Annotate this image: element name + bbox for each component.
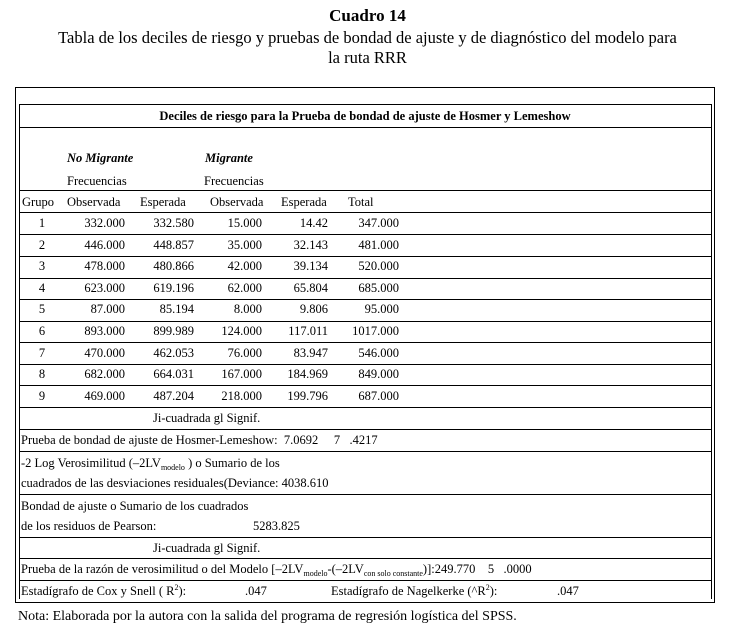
- rule: [19, 429, 711, 430]
- nag-label-a: Estadígrafo de Nagelkerke (^R: [331, 584, 486, 598]
- rule: [19, 385, 711, 386]
- rule: [19, 364, 711, 365]
- table-caption: Cuadro 14: [329, 6, 406, 25]
- table-cell: 117.011: [288, 324, 328, 338]
- table-cell-grupo: 3: [38, 259, 46, 273]
- table-cell: 682.000: [84, 367, 125, 381]
- hl-row: [21, 433, 378, 447]
- frecuencias-migrante: Frecuencias: [204, 174, 264, 188]
- table-cell-grupo: 5: [38, 302, 46, 316]
- log-subscript: modelo: [160, 463, 185, 472]
- table-cell: 87.000: [90, 302, 125, 316]
- likelihood-ratio-row: [21, 562, 532, 576]
- table-cell: 487.204: [153, 389, 194, 403]
- nag-superscript: 2: [485, 583, 490, 592]
- subtitle-line-1: Tabla de los deciles de riesgo y pruebas de bondad de ajuste y de diagnóstico del modelo para: [58, 28, 677, 47]
- hl-gl: 7: [333, 433, 341, 447]
- rule: [19, 127, 711, 128]
- group-migrante: Migrante: [205, 151, 253, 165]
- rule: [19, 451, 711, 452]
- table-cell: 218.000: [221, 389, 262, 403]
- cox-label-a: Estadígrafo de Cox y Snell ( R: [21, 584, 175, 598]
- table-cell: 83.947: [293, 346, 328, 360]
- lr-sig: .0000: [503, 562, 532, 576]
- cox-snell-value: .047: [245, 584, 267, 598]
- table-cell: 76.000: [227, 346, 262, 360]
- rule: [19, 190, 711, 191]
- table-cell: 546.000: [358, 346, 399, 360]
- rule: [19, 537, 711, 538]
- table-cell: 899.989: [153, 324, 194, 338]
- pearson-line-1: Bondad de ajuste o Sumario de los cuadrados: [21, 499, 249, 513]
- table-cell: 167.000: [221, 367, 262, 381]
- table-cell: 62.000: [227, 281, 262, 295]
- table-cell: 8.000: [233, 302, 262, 316]
- table-cell-grupo: 7: [38, 346, 46, 360]
- chi-header-2: Ji-cuadrada gl Signif.: [153, 541, 261, 555]
- table-cell: 685.000: [358, 281, 399, 295]
- table-cell: 9.806: [299, 302, 328, 316]
- log-label-b: ) o Sumario de los: [188, 456, 280, 470]
- table-cell: 85.194: [159, 302, 194, 316]
- rule: [19, 342, 711, 343]
- table-cell: 184.969: [287, 367, 328, 381]
- lr-subscript-2: con solo constante: [363, 569, 423, 578]
- table-cell: 446.000: [84, 238, 125, 252]
- table-cell-grupo: 8: [38, 367, 46, 381]
- table-cell: 42.000: [227, 259, 262, 273]
- table-cell: 35.000: [227, 238, 262, 252]
- table-header: Deciles de riesgo para la Prueba de bondad de ajuste de Hosmer y Lemeshow: [159, 109, 571, 123]
- table-cell: 14.42: [299, 216, 328, 230]
- hl-sig: .4217: [349, 433, 378, 447]
- table-cell: 462.053: [153, 346, 194, 360]
- column-header-grupo: Grupo: [22, 195, 54, 209]
- table-cell: 849.000: [358, 367, 399, 381]
- lr-subscript-1: modelo: [303, 569, 328, 578]
- column-header-observada-m: Observada: [210, 195, 264, 209]
- pearson-line-2: de los residuos de Pearson:: [21, 519, 157, 533]
- table-cell-grupo: 4: [38, 281, 46, 295]
- column-header-observada-nm: Observada: [67, 195, 121, 209]
- cox-label-b: ):: [178, 584, 187, 598]
- table-cell-grupo: 1: [38, 216, 46, 230]
- rule: [19, 234, 711, 235]
- footnote: Nota: Elaborada por la autora con la salida del programa de regresión logística del SPSS.: [18, 609, 517, 624]
- table-cell: 32.143: [293, 238, 328, 252]
- column-header-total: Total: [348, 195, 374, 209]
- table-cell: 1017.000: [352, 324, 399, 338]
- subtitle-line-2: la ruta RRR: [328, 48, 407, 67]
- table-cell: 124.000: [221, 324, 262, 338]
- hl-label: Prueba de bondad de ajuste de Hosmer-Lemeshow:: [21, 433, 278, 447]
- chi-header: Ji-cuadrada gl Signif.: [153, 411, 261, 425]
- hl-chi: 7.0692: [283, 433, 319, 447]
- rule: [19, 104, 20, 599]
- table-cell: 893.000: [84, 324, 125, 338]
- table-cell: 623.000: [84, 281, 125, 295]
- table-cell: 95.000: [364, 302, 399, 316]
- lr-label-b: -(–2LV: [327, 562, 364, 576]
- column-header-esperada-m: Esperada: [281, 195, 327, 209]
- rule: [19, 580, 711, 581]
- table-cell-grupo: 6: [38, 324, 46, 338]
- rule: [19, 256, 711, 257]
- table-cell: 347.000: [358, 216, 399, 230]
- table-cell: 448.857: [153, 238, 194, 252]
- lr-label-c: )]:249.770: [422, 562, 476, 576]
- table-cell: 480.866: [153, 259, 194, 273]
- rule: [711, 104, 712, 599]
- nagelkerke-label: [331, 584, 497, 598]
- log-label-a: -2 Log Verosimilitud (–2LV: [21, 456, 161, 470]
- rule: [19, 299, 711, 300]
- column-header-esperada-nm: Esperada: [140, 195, 186, 209]
- rule: [19, 212, 711, 213]
- table-subtitle: [0, 28, 735, 68]
- table-cell: 478.000: [84, 259, 125, 273]
- table-cell: 332.000: [84, 216, 125, 230]
- table-cell: 687.000: [358, 389, 399, 403]
- cox-snell-label: [21, 584, 186, 598]
- rule: [19, 321, 711, 322]
- table-cell: 469.000: [84, 389, 125, 403]
- cox-superscript: 2: [174, 583, 179, 592]
- frecuencias-no-migrante: Frecuencias: [67, 174, 127, 188]
- pearson-value: 5283.825: [253, 519, 300, 533]
- log-likelihood-line-2: cuadrados de las desviaciones residuales(Deviance: 4038.610: [21, 476, 329, 490]
- table-cell: 332.580: [153, 216, 194, 230]
- table-cell: 520.000: [358, 259, 399, 273]
- table-cell-grupo: 9: [38, 389, 46, 403]
- table-cell-grupo: 2: [38, 238, 46, 252]
- rule: [19, 104, 711, 105]
- table-cell: 65.804: [293, 281, 328, 295]
- lr-gl: 5: [487, 562, 495, 576]
- log-likelihood-line-1: [21, 456, 280, 470]
- table-cell: 664.031: [153, 367, 194, 381]
- rule: [19, 278, 711, 279]
- table-cell: 481.000: [358, 238, 399, 252]
- nag-label-b: ):: [489, 584, 498, 598]
- lr-label-a: Prueba de la razón de verosimilitud o del Modelo [–2LV: [21, 562, 304, 576]
- nagelkerke-value: .047: [557, 584, 579, 598]
- rule: [19, 494, 711, 495]
- table-cell: 619.196: [153, 281, 194, 295]
- table-cell: 199.796: [287, 389, 328, 403]
- table-cell: 470.000: [84, 346, 125, 360]
- table-cell: 15.000: [227, 216, 262, 230]
- rule: [19, 407, 711, 408]
- rule: [19, 558, 711, 559]
- table-cell: 39.134: [293, 259, 328, 273]
- group-no-migrante: No Migrante: [67, 151, 134, 165]
